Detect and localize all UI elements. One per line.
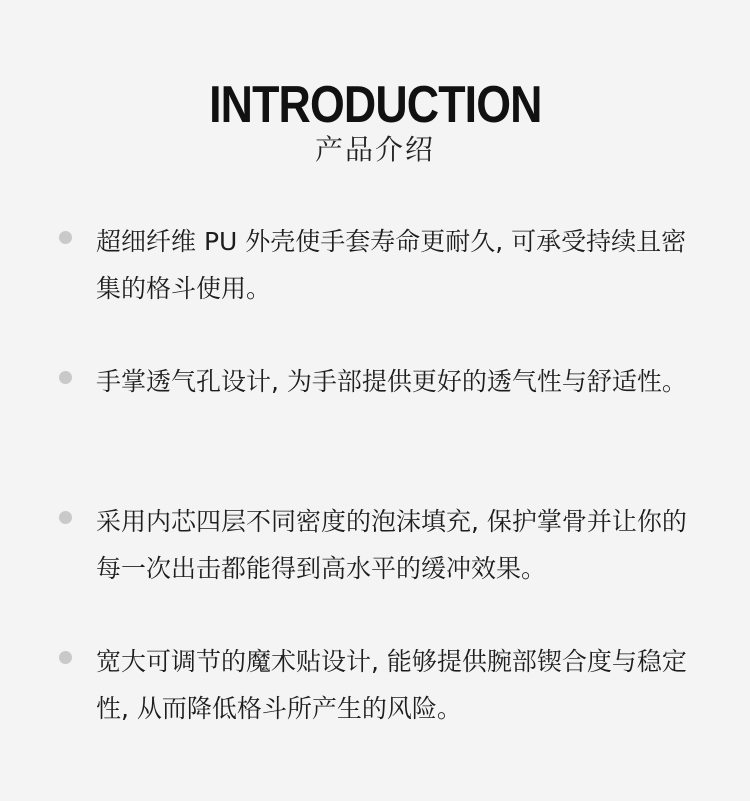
feature-list — [0, 218, 750, 778]
feature-item-durability — [0, 218, 750, 358]
bullet-dot-icon — [59, 511, 72, 524]
section-title: INTRODUCTION — [208, 76, 542, 134]
bullet-dot-icon — [59, 231, 72, 244]
section-subtitle: 产品介绍 — [314, 133, 435, 166]
feature-item-wrist-strap — [0, 638, 750, 778]
feature-item-padding — [0, 498, 750, 638]
feature-text: 采用内芯四层不同密度的泡沫填充, 保护掌骨并让你的每一次出击都能得到高水平的缓冲效果。 — [96, 507, 687, 583]
feature-text: 宽大可调节的魔术贴设计, 能够提供腕部锲合度与稳定性, 从而降低格斗所产生的风险。 — [96, 647, 687, 723]
section-header — [0, 78, 750, 168]
bullet-dot-icon — [59, 371, 72, 384]
feature-text: 手掌透气孔设计, 为手部提供更好的透气性与舒适性。 — [96, 367, 687, 396]
feature-item-breathability — [0, 358, 750, 498]
bullet-dot-icon — [59, 651, 72, 664]
feature-text: 超细纤维 PU 外壳使手套寿命更耐久, 可承受持续且密集的格斗使用。 — [96, 227, 687, 303]
